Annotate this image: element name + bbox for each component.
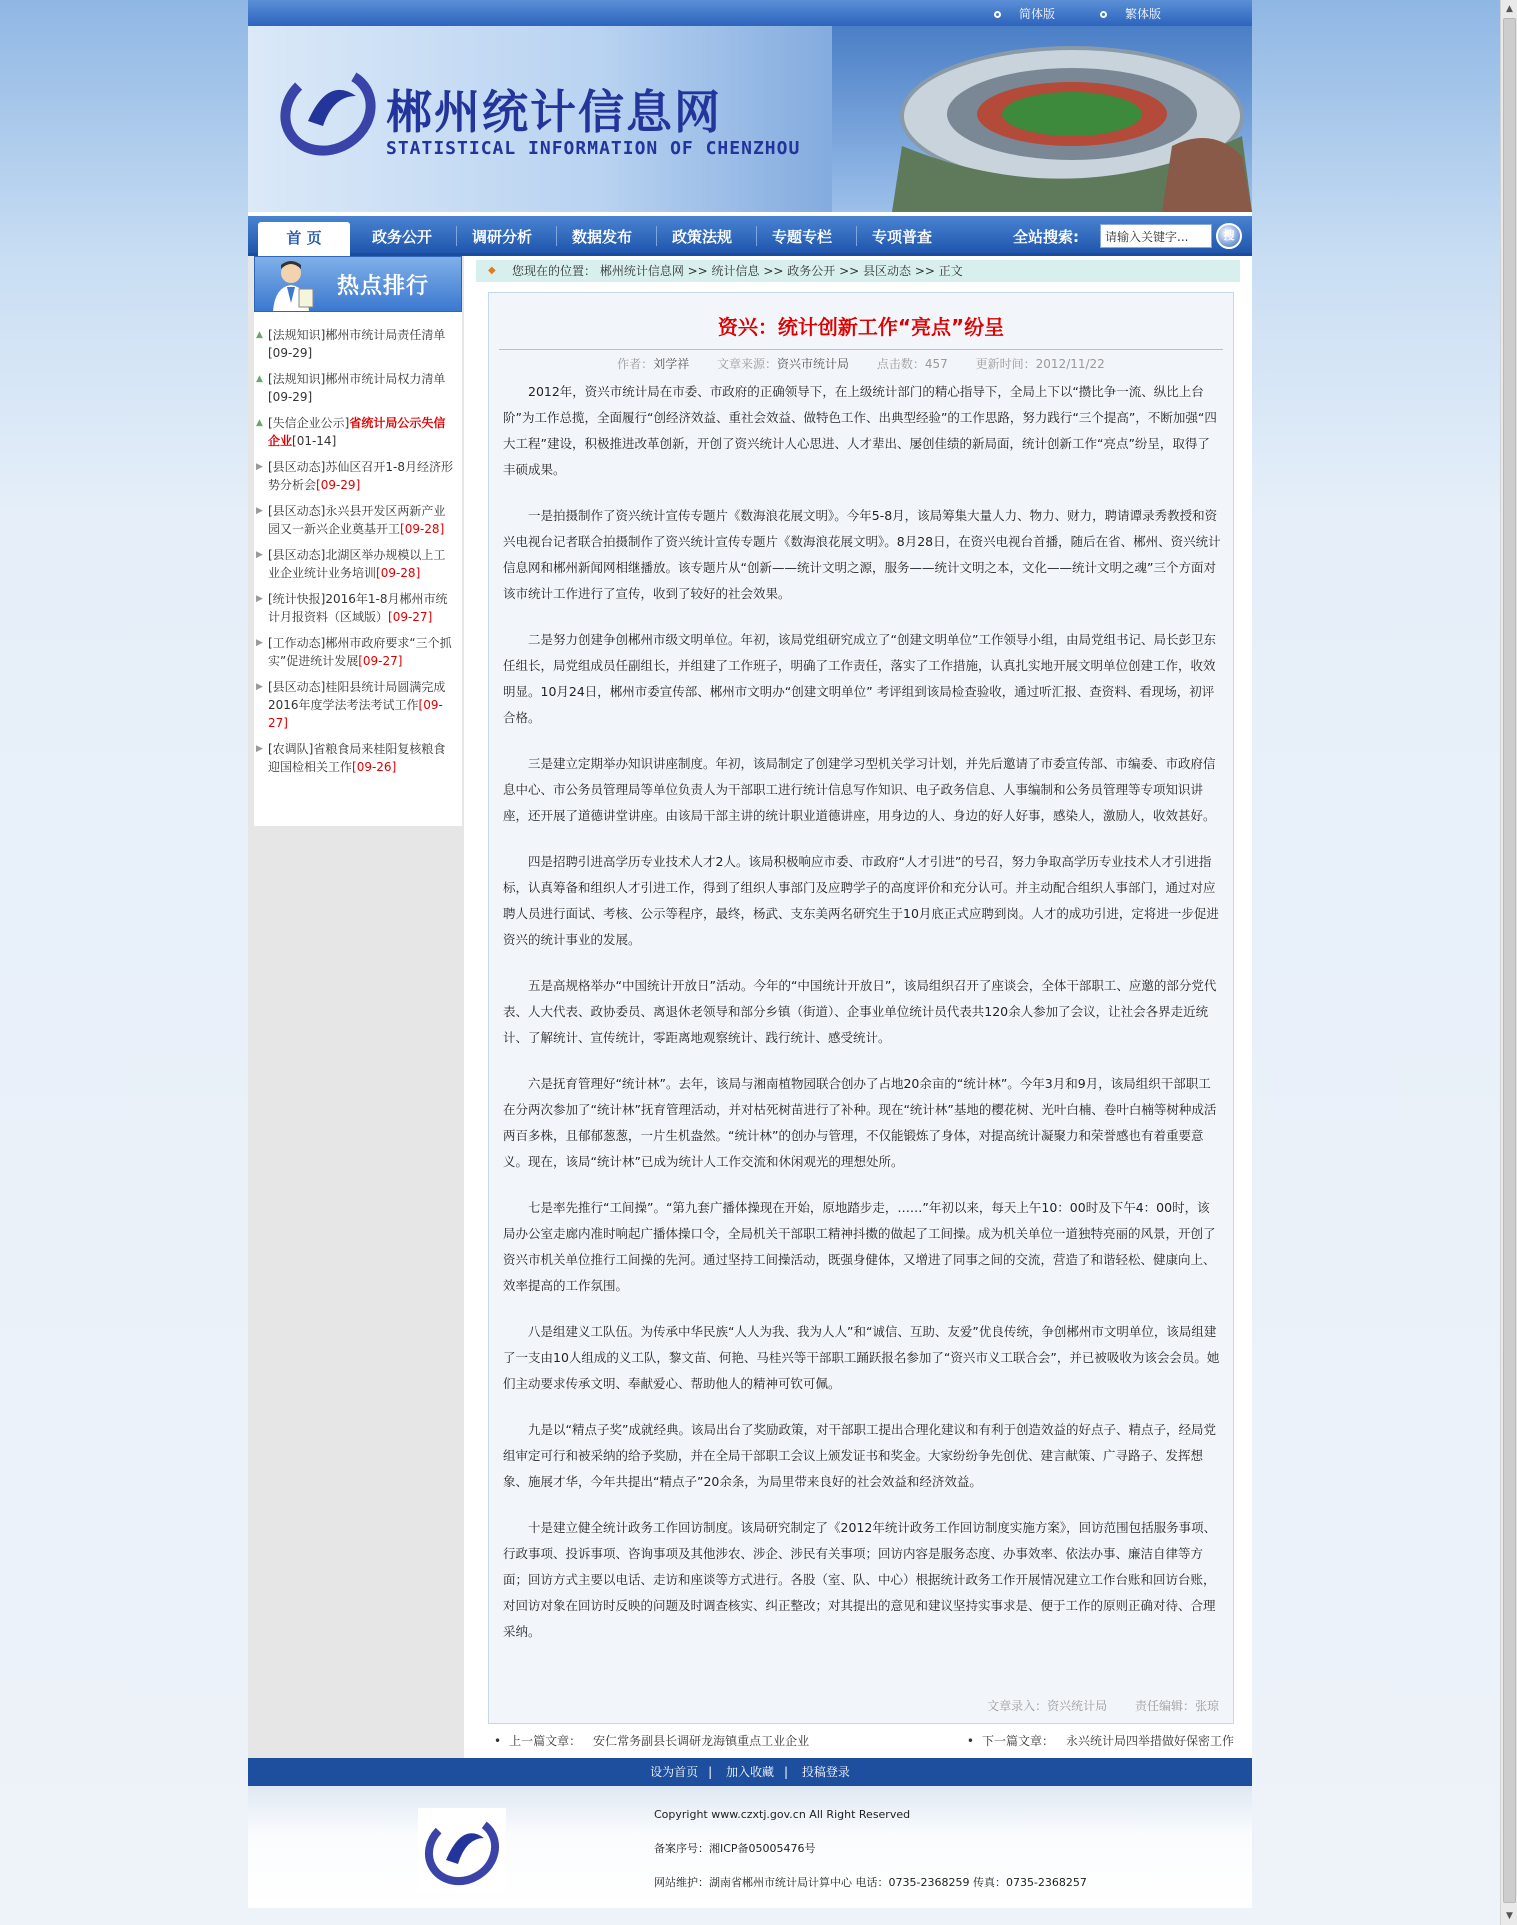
item-category: [法规知识] — [268, 372, 326, 386]
arrow-icon: ▶ — [256, 506, 263, 516]
editor-label: 责任编辑： — [1134, 1699, 1195, 1713]
nav-census[interactable]: 专项普查 — [872, 228, 933, 246]
article-meta — [489, 355, 1233, 372]
arrow-icon: ▶ — [256, 682, 263, 692]
author-meta — [617, 357, 689, 371]
item-date: [09-27] — [388, 610, 433, 624]
item-date: [09-27] — [268, 698, 443, 730]
hot-list-item[interactable] — [254, 546, 462, 582]
item-date: [09-29] — [268, 390, 313, 404]
bullet-icon: • — [494, 1734, 502, 1748]
item-title[interactable]: 永兴县开发区两新产业园又一新兴企业奠基开工 — [268, 504, 446, 536]
next-article-link[interactable]: 永兴统计局四举措做好保密工作 — [1065, 1734, 1234, 1748]
search-input[interactable] — [1100, 224, 1212, 248]
editor-value: 张琼 — [1194, 1699, 1219, 1713]
hits-meta — [877, 357, 948, 371]
article-paragraph: 2012年，资兴市统计局在市委、市政府的正确领导下，在上级统计部门的精心指导下，全局上下以“攒比争一流、纵比上台阶”为工作总揽，全面履行“创经济效益、重社会效益、做特色工作、出典型经验”的工作思路，努力践行“三个提高”，不断加强“四大工程”建设，积极推进改革创新，开创了资兴统计人心思进、人才辈出、屡创佳绩的新局面，统计创新工作“亮点”纷呈，取得了丰硕成果。 — [503, 384, 1217, 477]
site-banner — [248, 26, 1252, 212]
hits-label: 点击数： — [876, 357, 925, 371]
item-date: [09-28] — [376, 566, 421, 580]
arrow-icon: ▶ — [256, 638, 263, 648]
item-category: [县区动态] — [268, 460, 326, 474]
bullet-icon — [994, 11, 1001, 18]
item-date: [01-14] — [292, 434, 337, 448]
search-button[interactable]: 搜 — [1216, 223, 1242, 249]
prev-article-link[interactable]: 安仁常务副县长调研龙海镇重点工业企业 — [593, 1734, 810, 1748]
nav-divider — [556, 226, 557, 246]
site-subtitle: STATISTICAL INFORMATION OF CHENZHOU — [386, 138, 801, 159]
prev-next-nav — [488, 1732, 1234, 1752]
article-paragraph: 三是建立定期举办知识讲座制度。年初，该局制定了创建学习型机关学习计划，并先后邀请了市委宣传部、市编委、市政府信息中心、市公务员管理局等单位负责人为干部职工进行统计信息写作知识、电子政务信息、人事编制和公务员管理等专项知识讲座，还开展了道德讲堂讲座。由该局干部主讲的统计职业道德讲座，用身边的人、身边的好人好事，感染人，激励人，收效甚好。 — [503, 756, 1216, 823]
nav-divider — [656, 226, 657, 246]
entry-meta — [987, 1699, 1107, 1713]
arrow-icon: ▶ — [256, 744, 263, 754]
nav-divider — [756, 226, 757, 246]
hot-list-item[interactable] — [254, 634, 462, 670]
article-paragraph: 七是率先推行“工间操”。“第九套广播体操现在开始，原地踏步走，……”年初以来，每天上午10：00时及下午4：00时，该局办公室走廊内准时响起广播体操口令，全局机关干部职工精神抖擞的做起了工间操。成为机关单位一道独特亮丽的风景，开创了资兴市机关单位推行工间操的先河。通过坚持工间操活动，既强身健体，又增进了同事之间的交流，营造了和谐轻松、健康向上、效率提高的工作氛围。 — [503, 1200, 1216, 1293]
article-paragraph: 八是组建义工队伍。为传承中华民族“人人为我、我为人人”和“诚信、互助、友爱”优良传统，争创郴州市文明单位，该局组建了一支由10人组成的义工队，黎文苗、何艳、马桂兴等干部职工踊跃报名参加了“资兴市义工联合会”，并已被吸收为该会会员。她们主动要求传承文明、奉献爱心、帮助他人的精神可钦可佩。 — [503, 1324, 1220, 1391]
entry-label: 文章录入： — [987, 1699, 1048, 1713]
hot-ranking-list — [254, 312, 462, 826]
page-footer — [248, 1786, 1252, 1908]
main-nav — [248, 216, 1252, 256]
author-value: 刘学祥 — [653, 357, 690, 371]
site-title: 郴州统计信息网 — [386, 85, 722, 139]
page-scrollbar[interactable] — [1500, 0, 1517, 1925]
source-value: 资兴市统计局 — [777, 357, 850, 371]
hot-ranking-title: 热点排行 — [337, 274, 430, 299]
hot-list-item[interactable] — [254, 458, 462, 494]
item-category: [县区动态] — [268, 548, 326, 562]
item-date: [09-28] — [400, 522, 445, 536]
sidebar — [248, 256, 464, 1758]
entry-value: 资兴统计局 — [1047, 1699, 1108, 1713]
footer-links: 设为首页 | 加入收藏 | 投稿登录 — [248, 1758, 1252, 1786]
next-article — [967, 1732, 1234, 1749]
article-paragraph: 四是招聘引进高学历专业技术人才2人。该局积极响应市委、市政府“人才引进”的号召，努力争取高学历专业技术人才引进指标，认真筹备和组织人才引进工作，得到了组织人事部门及应聘学子的高度评价和充分认可。并主动配合组织人事部门，通过对应聘人员进行面试、考核、公示等程序，最终，杨武、支东美两名研究生于10月底正式应聘到岗。人才的成功引进，定将进一步促进资兴的统计事业的发展。 — [503, 854, 1219, 947]
article-paragraph: 九是以“精点子奖”成就经典。该局出台了奖励政策，对干部职工提出合理化建议和有利于创造效益的好点子、精点子，经局党组审定可行和被采纳的给予奖励，并在全局干部职工会议上颁发证书和奖金。大家纷纷争先创优、建言献策、广寻路子、发挥想象、施展才华，今年共提出“精点子”20余条，为局里带来良好的社会效益和经济效益。 — [503, 1422, 1216, 1489]
item-date: [09-29] — [316, 478, 361, 492]
arrow-icon: ▲ — [256, 374, 263, 384]
next-label: 下一篇文章： — [981, 1734, 1054, 1748]
arrow-icon: ▲ — [256, 418, 263, 428]
article-footer — [963, 1697, 1219, 1714]
page-container — [248, 0, 1252, 1908]
nav-data-release[interactable]: 数据发布 — [572, 228, 633, 246]
location-icon: ◆ — [488, 265, 496, 276]
nav-research[interactable]: 调研分析 — [472, 228, 533, 246]
article-paragraph: 五是高规格举办“中国统计开放日”活动。今年的“中国统计开放日”，该局组织召开了座谈会，全体干部职工、应邀的部分党代表、人大代表、政协委员、离退休老领导和部分乡镇（街道）、企事业单位统计员代表共120余人参加了会议，让社会各界走近统计、了解统计、宣传统计，零距离地观察统计、践行统计、感受统计。 — [503, 978, 1217, 1045]
item-title[interactable]: 省统计局公示失信企业 — [268, 416, 446, 448]
updated-label: 更新时间： — [975, 357, 1036, 371]
article-title: 资兴：统计创新工作“亮点”纷呈 — [717, 315, 1005, 339]
arrow-icon: ▲ — [256, 330, 263, 340]
maintainer-text: 网站维护：湖南省郴州市统计局计算中心 电话：0735-2368259 传真：0735-2368257 — [654, 1876, 1087, 1889]
nav-gov-affairs[interactable]: 政务公开 — [372, 228, 433, 246]
nav-divider — [456, 226, 457, 246]
item-title[interactable]: 北湖区举办规模以上工业企业统计业务培训 — [268, 548, 446, 580]
item-category: [工作动态] — [268, 636, 326, 650]
breadcrumb-text[interactable]: 您现在的位置： 郴州统计信息网 >> 统计信息 >> 政务公开 >> 县区动态 >> 正文 — [512, 264, 963, 278]
hits-value: 457 — [924, 357, 948, 371]
item-category: [统计快报] — [268, 592, 326, 606]
arrow-icon: ▶ — [256, 462, 263, 472]
prev-label: 上一篇文章： — [509, 1734, 582, 1748]
updated-meta — [976, 357, 1105, 371]
article-panel — [488, 292, 1234, 1724]
item-title[interactable]: 2016年1-8月郴州市统计月报资料（区域版） — [268, 592, 448, 624]
site-logo-icon — [278, 66, 378, 156]
item-date: [09-27] — [358, 654, 403, 668]
bullet-icon — [1100, 11, 1107, 18]
icp-record-text: 备案序号：湘ICP备05005476号 — [654, 1842, 816, 1855]
person-icon — [269, 259, 317, 311]
submit-login-link[interactable]: 投稿登录 — [801, 1765, 850, 1779]
source-label: 文章来源： — [717, 357, 778, 371]
article-paragraph: 十是建立健全统计政务工作回访制度。该局研究制定了《2012年统计政务工作回访制度实施方案》，回访范围包括服务事项、行政事项、投诉事项、咨询事项及其他涉农、涉企、涉民有关事项；回访内容是服务态度、办事效率、依法办事、廉洁自律等方面；回访方式主要以电话、走访和座谈等方式进行。各股（室、队、中心）根据统计政务工作开展情况建立工作台账和回访台账，对回访对象在回访时反映的问题及时调查核实、纠正整改；对其提出的意见和建议坚持实事求是、便于工作的原则正确对待、合理采纳。 — [503, 1520, 1217, 1639]
bullet-icon: • — [966, 1734, 974, 1748]
prev-article — [494, 1732, 809, 1749]
article-paragraph: 一是拍摄制作了资兴统计宣传专题片《数海浪花展文明》。今年5-8月，该局筹集大量人力、物力、财力，聘请谭录秀教授和资兴电视台记者联合拍摄制作了资兴统计宣传专题片《数海浪花展文明》。8月28日，在资兴电视台首播，随后在省、郴州、资兴统计信息网和郴州新闻网相继播放。该专题片从“创新——统计文明之源，服务——统计文明之本，文化——统计文明之魂”三个方面对该市统计工作进行了宣传，收到了较好的社会效果。 — [503, 508, 1221, 601]
hot-list-item[interactable] — [254, 740, 462, 776]
breadcrumb — [476, 260, 1240, 282]
item-title[interactable]: 郴州市统计局权力清单 — [325, 372, 446, 386]
article-paragraph: 六是抚育管理好“统计林”。去年，该局与湘南植物园联合创办了占地20余亩的“统计林”。今年3月和9月，该局组织干部职工在分两次参加了“统计林”抚育管理活动，并对枯死树苗进行了补种。现在“统计林”基地的樱花树、光叶白楠、卷叶白楠等树种成活两百多株，且郁郁葱葱，一片生机盎然。“统计林”的创办与管理，不仅能锻炼了身体，对提高统计凝聚力和荣誉感也有着重要意义。现在，该局“统计林”已成为统计人工作交流和休闲观光的理想处所。 — [503, 1076, 1217, 1169]
editor-meta — [1135, 1699, 1219, 1713]
simplified-link[interactable] — [994, 5, 1055, 22]
search-label: 全站搜索: — [1013, 228, 1079, 246]
nav-policy[interactable]: 政策法规 — [672, 228, 733, 246]
item-date: [09-26] — [352, 760, 397, 774]
title-divider — [499, 349, 1223, 350]
hot-list-item[interactable] — [254, 502, 462, 538]
source-meta — [717, 357, 849, 371]
arrow-icon: ▶ — [256, 594, 263, 604]
author-label: 作者： — [617, 357, 654, 371]
item-title[interactable]: 郴州市统计局责任清单 — [325, 328, 446, 342]
footer-logo-icon — [418, 1808, 506, 1892]
traditional-link[interactable] — [1100, 5, 1161, 22]
language-bar — [248, 0, 1252, 26]
item-title[interactable]: 苏仙区召开1-8月经济形势分析会 — [268, 460, 453, 492]
item-category: [县区动态] — [268, 680, 326, 694]
article-paragraph: 二是努力创建争创郴州市级文明单位。年初，该局党组研究成立了“创建文明单位”工作领导小组，由局党组书记、局长彭卫东任组长，局党组成员任副组长，并组建了工作班子，明确了工作责任，落实了工作措施，认真扎实地开展文明单位创建工作，收效明显。10月24日，郴州市委宣传部、郴州市文明办“创建文明单位” 考评组到该局检查验收，通过听汇报、查资料、看现场，初评合格。 — [503, 632, 1216, 725]
item-category: [农调队] — [268, 742, 314, 756]
item-category: [县区动态] — [268, 504, 326, 518]
traditional-label: 繁体版 — [1125, 7, 1162, 21]
updated-value: 2012/11/22 — [1035, 357, 1105, 371]
hot-list-item[interactable] — [254, 414, 462, 450]
set-homepage-link[interactable]: 设为首页 — [650, 1765, 699, 1779]
arrow-icon: ▶ — [256, 550, 263, 560]
scroll-up-icon[interactable]: ▲ — [1506, 4, 1513, 14]
hot-list-item[interactable] — [254, 370, 462, 406]
hot-list-item[interactable] — [254, 590, 462, 626]
copyright-text: Copyright www.czxtj.gov.cn All Right Reserved — [654, 1808, 911, 1821]
item-date: [09-29] — [268, 346, 313, 360]
hot-list-item[interactable] — [254, 326, 462, 362]
item-title[interactable]: 桂阳县统计局圆满完成2016年度学法考法考试工作 — [268, 680, 446, 712]
hot-ranking-header — [254, 256, 462, 312]
nav-home[interactable]: 首 页 — [258, 222, 350, 256]
nav-topics[interactable]: 专题专栏 — [772, 228, 833, 246]
article-body — [503, 379, 1221, 1665]
scroll-down-icon[interactable]: ▼ — [1506, 1911, 1513, 1921]
scroll-thumb[interactable] — [1503, 18, 1516, 1903]
stadium-image — [832, 26, 1252, 212]
item-title[interactable]: 省粮食局来桂阳复核粮食迎国检相关工作 — [268, 742, 446, 774]
item-category: [失信企业公示] — [268, 416, 350, 430]
item-title[interactable]: 郴州市政府要求“三个抓实”促进统计发展 — [268, 636, 452, 668]
hot-list-item[interactable] — [254, 678, 462, 732]
add-favorite-link[interactable]: 加入收藏 — [725, 1765, 774, 1779]
nav-divider — [856, 226, 857, 246]
item-category: [法规知识] — [268, 328, 326, 342]
simplified-label: 简体版 — [1019, 7, 1056, 21]
